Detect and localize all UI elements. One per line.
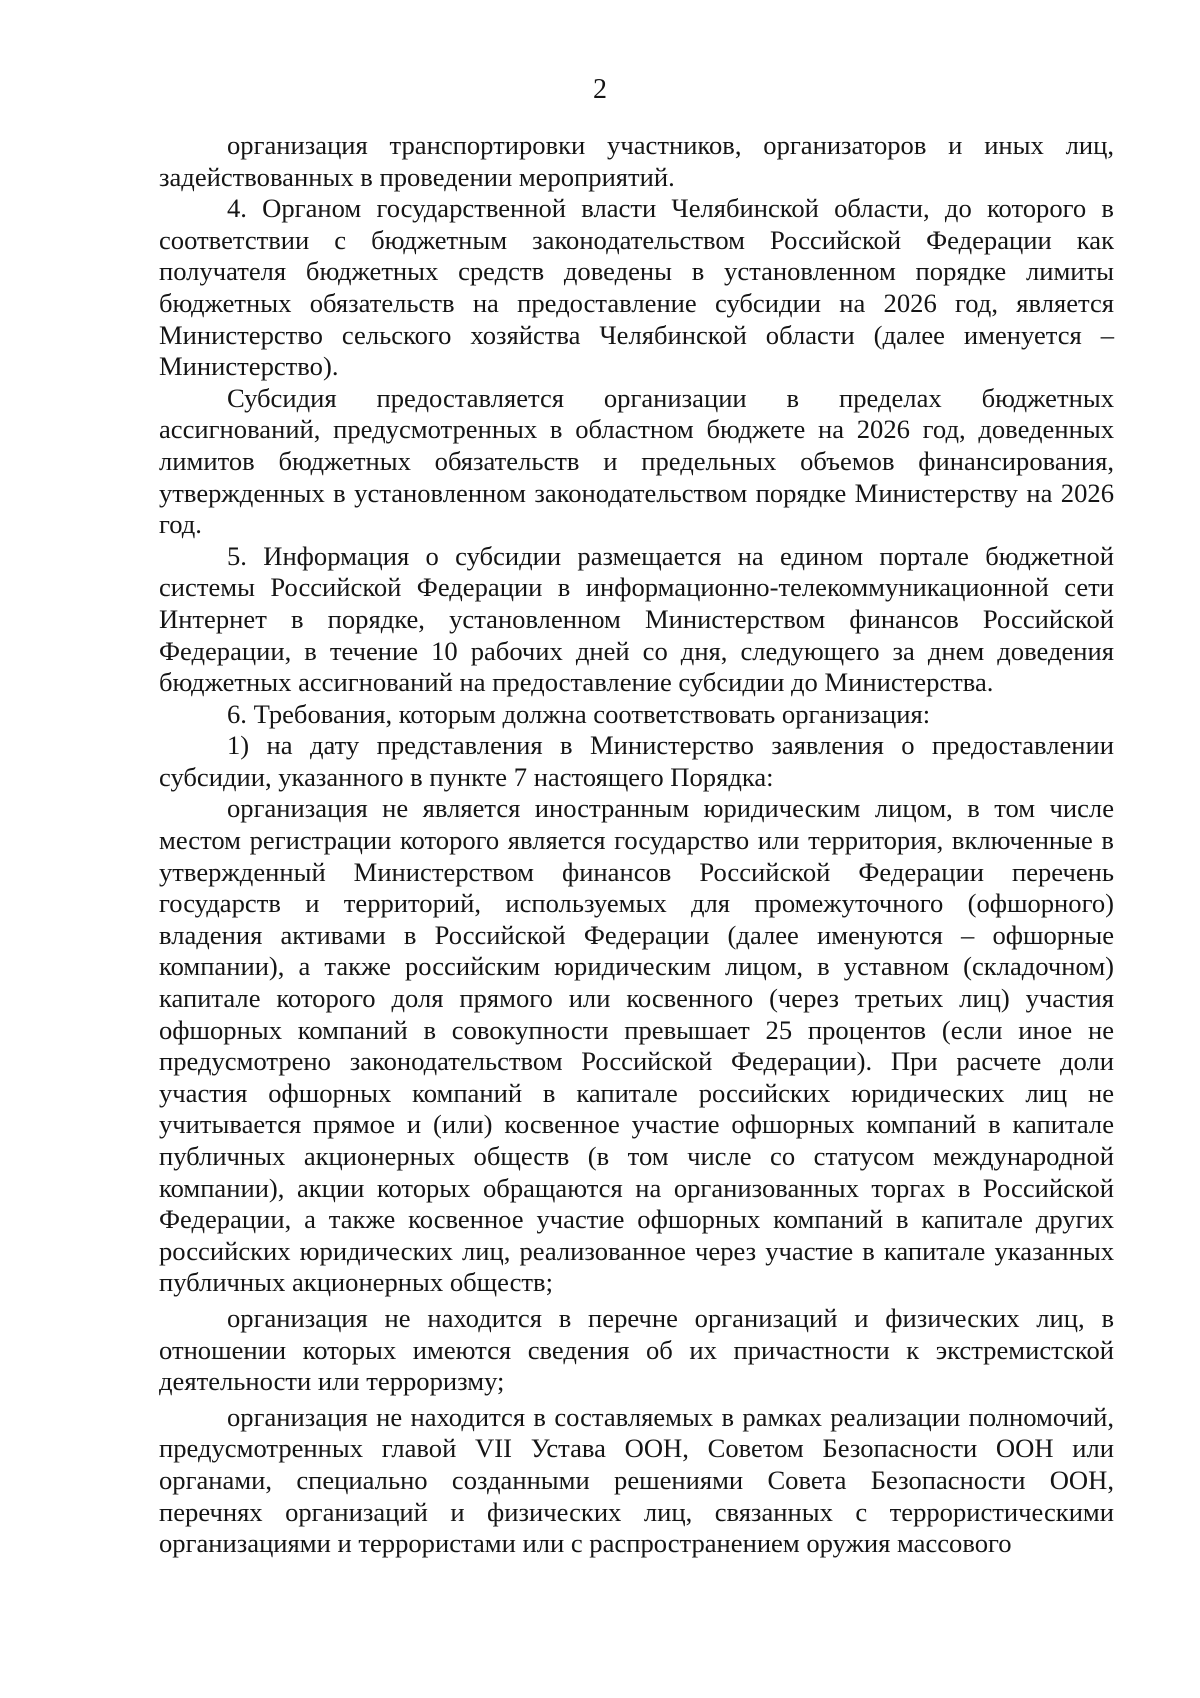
document-body <box>159 130 1114 1560</box>
paragraph-6-requirements: 6. Требования, которым должна соответствовать организация: <box>227 698 931 729</box>
paragraph-6-1-date: 1) на дату представления в Министерство заявления о предоставлении субсидии, указанного в пункте 7 настоящего Порядка: <box>159 730 1114 792</box>
page-number: 2 <box>593 74 607 105</box>
paragraph-un-lists: организация не находится в составляемых в рамках реализации полномочий, предусмотренных главой VII Устава ООН, Советом Безопасности ООН или органами, специально созданными решениями Совета Безопасности ООН, перечнях организаций и физических лиц, связанных с террористическими организациями и террористами или с распространением оружия массового <box>159 1401 1114 1559</box>
paragraph-transport: организация транспортировки участников, организаторов и иных лиц, задействованных в проведении мероприятий. <box>159 130 1114 192</box>
paragraph-4-authority: 4. Органом государственной власти Челябинской области, до которого в соответствии с бюджетным законодательством Российской Федерации как получателя бюджетных средств доведены в установленном порядке лимиты бюджетных обязательств на предоставление субсидии на 2026 год, является Министерство сельского хозяйства Челябинской области (далее именуется – Министерство). <box>159 193 1114 382</box>
paragraph-offshore: организация не является иностранным юридическим лицом, в том числе местом регистрации которого является государство или территория, включенные в утвержденный Министерством финансов Российской Федерации перечень государств и территорий, используемых для промежуточного (офшорного) владения активами в Российской Федерации (далее именуются – офшорные компании), а также российским юридическим лицом, в уставном (складочном) капитале которого доля прямого или косвенного (через третьих лиц) участия офшорных компаний в совокупности превышает 25 процентов (если иное не предусмотрено законодательством Российской Федерации). При расчете доли участия офшорных компаний в капитале российских юридических лиц не учитывается прямое и (или) косвенное участие офшорных компаний в капитале публичных акционерных обществ (в том числе со статусом международной компании), акции которых обращаются на организованных торгах в Российской Федерации, а также косвенное участие офшорных компаний в капитале других российских юридических лиц, реализованное через участие в капитале указанных публичных акционерных обществ; <box>159 793 1114 1298</box>
paragraph-extremism: организация не находится в перечне организаций и физических лиц, в отношении которых имеются сведения об их причастности к экстремистской деятельности или терроризму; <box>159 1302 1114 1397</box>
paragraph-5-information: 5. Информация о субсидии размещается на едином портале бюджетной системы Российской Федерации в информационно-телекоммуникационной сети Интернет в порядке, установленном Министерством финансов Российской Федерации, в течение 10 рабочих дней со дня, следующего за днем доведения бюджетных ассигнований на предоставление субсидии до Министерства. <box>159 540 1114 698</box>
paragraph-subsidy-limits: Субсидия предоставляется организации в пределах бюджетных ассигнований, предусмотренных в областном бюджете на 2026 год, доведенных лимитов бюджетных обязательств и предельных объемов финансирования, утвержденных в установленном законодательством порядке Министерству на 2026 год. <box>159 382 1114 540</box>
